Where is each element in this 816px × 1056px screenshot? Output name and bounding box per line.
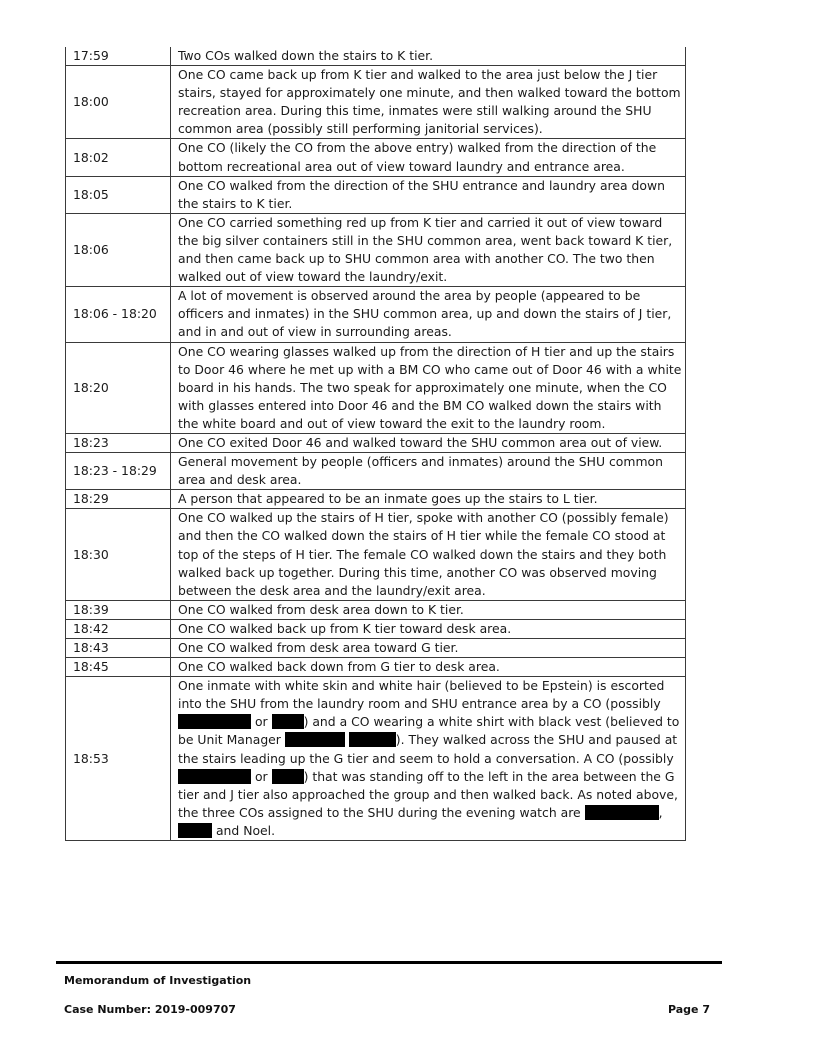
time-cell: 18:29 [66,490,171,509]
activity-log-body [66,47,686,677]
description-cell: One CO walked from desk area toward G tier. [171,639,686,658]
time-cell: 18:06 - 18:20 [66,287,171,342]
time-cell: 17:59 [66,47,171,66]
time-cell: 18:02 [66,139,171,176]
description-text: or [251,714,272,730]
time-cell: 18:06 [66,213,171,286]
description-cell: One CO wearing glasses walked up from the direction of H tier and up the stairs to Door 46 where he met up with a BM CO who came out of Door 46 with a white board in his hands. The two speak for approximately one minute, when the CO with glasses entered into Door 46 and the BM CO walked down the stairs with the white board and out of view toward the exit to the laundry room. [171,342,686,433]
time-cell: 18:05 [66,176,171,213]
description-cell: A lot of movement is observed around the area by people (appeared to be officers and inmates) in the SHU common area, up and down the stairs of J tier, and in and out of view in surrounding areas. [171,287,686,342]
page-number: Page 7 [667,1003,710,1016]
time-cell: 18:23 - 18:29 [66,453,171,490]
description-cell: One CO walked back up from K tier toward desk area. [171,619,686,638]
description-text: and Noel. [212,822,276,838]
time-cell: 18:43 [66,639,171,658]
table-row [66,47,686,66]
redaction-block [585,805,659,820]
table-row [66,619,686,638]
table-row [66,433,686,452]
case-number: Case Number: 2019-009707 [64,1003,236,1016]
time-cell: 18:53 [66,677,171,841]
redaction-block [272,769,304,784]
description-text: , [658,804,663,820]
description-cell: One CO exited Door 46 and walked toward the SHU common area out of view. [171,433,686,452]
table-row [66,342,686,433]
activity-log-table [65,47,686,841]
redaction-block [178,769,251,784]
time-cell: 18:20 [66,342,171,433]
description-cell: One CO (likely the CO from the above entry) walked from the direction of the bottom recreational area out of view toward laundry and entrance area. [171,139,686,176]
description-cell: A person that appeared to be an inmate goes up the stairs to L tier. [171,490,686,509]
description-cell [171,677,686,841]
redaction-block [349,732,396,747]
table-row [66,509,686,600]
description-cell: Two COs walked down the stairs to K tier. [171,47,686,66]
table-row [66,600,686,619]
description-text: ) and a CO wearing a white shirt with black vest (believed to be Unit Manager [178,714,680,748]
table-row [66,639,686,658]
description-text: ) that was standing off to the left in the area between the G tier and J tier also approached the group and then walked back. As noted above, the three COs assigned to the SHU during the evening watch are [178,768,678,820]
table-row [66,287,686,342]
time-cell: 18:39 [66,600,171,619]
table-row [66,176,686,213]
time-cell: 18:23 [66,433,171,452]
description-text: or [251,768,272,784]
description-cell: One CO walked up the stairs of H tier, spoke with another CO (possibly female) and then the CO walked down the stairs of H tier while the female CO stood at top of the steps of H tier. The female CO walked down the stairs and they both walked back up together. During this time, another CO was observed moving between the desk area and the laundry/exit area. [171,509,686,600]
redaction-block [272,714,304,729]
time-cell: 18:45 [66,658,171,677]
redaction-block [178,823,212,838]
time-cell: 18:00 [66,66,171,139]
footer-title: Memorandum of Investigation [64,974,252,987]
description-text: ). They walked across the SHU and paused at the stairs leading up the G tier and seem to hold a conversation. A CO (possibly [178,732,678,766]
table-row [66,139,686,176]
table-row [66,490,686,509]
time-cell: 18:42 [66,619,171,638]
description-text: One inmate with white skin and white hair (believed to be Epstein) is escorted into the SHU from the laundry room and SHU entrance area by a CO (possibly [178,678,665,712]
table-row [66,66,686,139]
footer-divider [56,961,722,964]
table-row [66,677,686,841]
redaction-block [285,732,345,747]
table-row [66,658,686,677]
table-row [66,453,686,490]
description-cell: One CO walked from the direction of the SHU entrance and laundry area down the stairs to K tier. [171,176,686,213]
description-cell: General movement by people (officers and inmates) around the SHU common area and desk area. [171,453,686,490]
description-cell: One CO came back up from K tier and walked to the area just below the J tier stairs, stayed for approximately one minute, and then walked toward the bottom recreation area. During this time, inmates were still walking around the SHU common area (possibly still performing janitorial services). [171,66,686,139]
description-cell: One CO carried something red up from K tier and carried it out of view toward the big silver containers still in the SHU common area, went back toward K tier, and then came back up to SHU common area with another CO. The two then walked out of view toward the laundry/exit. [171,213,686,286]
description-cell: One CO walked from desk area down to K tier. [171,600,686,619]
time-cell: 18:30 [66,509,171,600]
redaction-block [178,714,251,729]
description-cell: One CO walked back down from G tier to desk area. [171,658,686,677]
table-row [66,213,686,286]
